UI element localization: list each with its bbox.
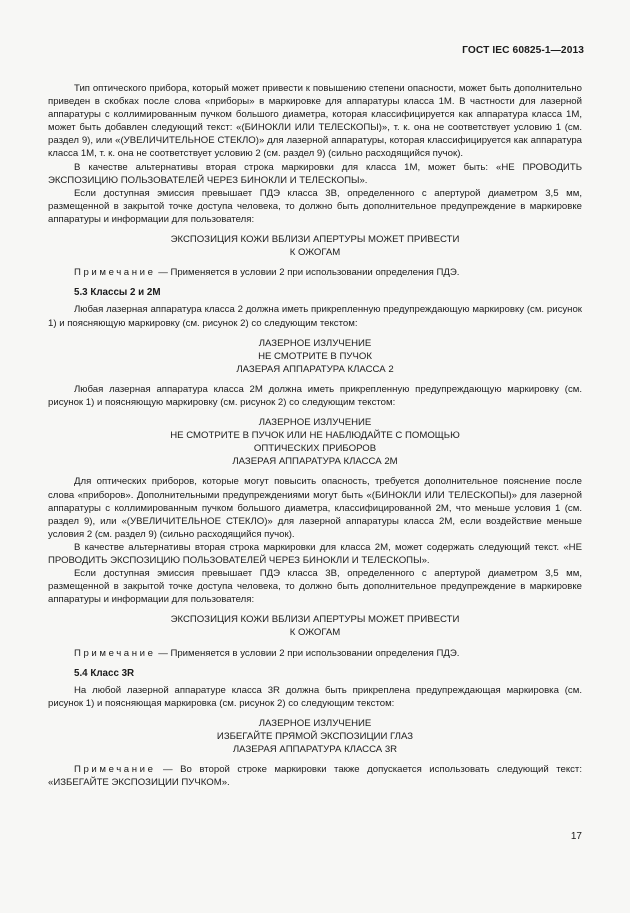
note-label: Примечание bbox=[74, 647, 156, 659]
label-line: ЛАЗЕРНОЕ ИЗЛУЧЕНИЕ bbox=[258, 417, 372, 429]
page-number: 17 bbox=[570, 831, 582, 842]
label-line: ЛАЗЕРАЯ АППАРАТУРА КЛАССА 2M bbox=[232, 456, 398, 468]
paragraph: В качестве альтернативы вторая строка маркировки для класса 1M, может быть: «НЕ ПРОВОДИТЬ ЭКСПОЗИЦИЮ ПОЛЬЗОВАТЕЛЕЙ ЧЕРЕЗ БИНОКЛИ И ТЕЛЕСКОПЫ». bbox=[48, 161, 582, 186]
paragraph: Если доступная эмиссия превышает ПДЭ класса 3B, определенного с апертурой диаметром 3,5 мм, размещенной в закрытой точке доступа человека, то должно быть дополнительное предупреждение в маркировке аппаратуры и информации для пользователя: bbox=[48, 568, 582, 606]
note-text: — Применяется в условии 2 при использовании определения ПДЭ. bbox=[155, 647, 460, 659]
label-line: ЛАЗЕРАЯ АППАРАТУРА КЛАССА 2 bbox=[236, 363, 394, 375]
label-line: ИЗБЕГАЙТЕ ПРЯМОЙ ЭКСПОЗИЦИИ ГЛАЗ bbox=[216, 731, 414, 743]
paragraph: Если доступная эмиссия превышает ПДЭ класса 3B, определенного с апертурой диаметром 3,5 мм, размещенной в закрытой точке доступа человека, то должно быть дополнительное предупреждение в маркировке аппаратуры и информации для пользователя: bbox=[48, 187, 582, 225]
note bbox=[48, 763, 582, 789]
warning-line: ЭКСПОЗИЦИЯ КОЖИ ВБЛИЗИ АПЕРТУРЫ МОЖЕТ ПРИВЕСТИ bbox=[170, 614, 460, 626]
note-label: Примечание bbox=[74, 267, 156, 279]
paragraph: На любой лазерной аппаратуре класса 3R должна быть прикреплена предупреждающая маркировка (см. рисунок 1) и поясняющая маркировка (см. рисунок 2) со следующим текстом: bbox=[48, 684, 582, 709]
note-text: — Во второй строке маркировки также допускается использовать следующий текст: «ИЗБЕГАЙТЕ ЭКСПОЗИЦИИ ПУЧКОМ». bbox=[48, 764, 582, 789]
label-line: ОПТИЧЕСКИХ ПРИБОРОВ bbox=[253, 443, 377, 455]
label-line: ЛАЗЕРАЯ АППАРАТУРА КЛАССА 3R bbox=[232, 744, 398, 756]
section-heading: 5.3 Классы 2 и 2M bbox=[74, 287, 161, 299]
note bbox=[48, 647, 582, 660]
label-line: ЛАЗЕРНОЕ ИЗЛУЧЕНИЕ bbox=[258, 337, 372, 349]
label-line: НЕ СМОТРИТЕ В ПУЧОК bbox=[258, 350, 372, 362]
warning-line: ЭКСПОЗИЦИЯ КОЖИ ВБЛИЗИ АПЕРТУРЫ МОЖЕТ ПРИВЕСТИ bbox=[170, 234, 460, 246]
warning-line: К ОЖОГАМ bbox=[289, 247, 341, 259]
section-heading: 5.4 Класс 3R bbox=[74, 667, 135, 679]
document-code: ГОСТ IEC 60825-1—2013 bbox=[462, 45, 584, 56]
paragraph: Любая лазерная аппаратура класса 2M должна иметь прикрепленную предупреждающую маркировку (см. рисунок 1) и поясняющую маркировку (см. рисунок 2) со следующим текстом: bbox=[48, 383, 582, 408]
paragraph: Тип оптического прибора, который может привести к повышению степени опасности, может быть дополнительно приведен в скобках после слова «приборы» в маркировке для аппаратуры класса 1M. В частности для лазерной аппаратуры с коллимированным пучком большого диаметра, которая классифицируется как аппаратура класса 1M, может быть добавлен следующий текст: «(БИНОКЛИ ИЛИ ТЕЛЕСКОПЫ)», т. к. она не соответствует условию 1 (см. раздел 9), или «(УВЕЛИЧИТЕЛЬНОЕ СТЕКЛО)» для лазерной аппаратуры, которая классифицируется как аппаратура класса 1M, т. к. она не соответствует условию 2 (см. раздел 9) (сильно расходящийся пучок). bbox=[48, 83, 582, 160]
label-line: ЛАЗЕРНОЕ ИЗЛУЧЕНИЕ bbox=[258, 717, 372, 729]
note bbox=[48, 266, 582, 279]
label-line: НЕ СМОТРИТЕ В ПУЧОК ИЛИ НЕ НАБЛЮДАЙТЕ С ПОМОЩЬЮ bbox=[170, 430, 460, 442]
page-body bbox=[48, 82, 582, 789]
warning-line: К ОЖОГАМ bbox=[289, 627, 341, 639]
note-text: — Применяется в условии 2 при использовании определения ПДЭ. bbox=[155, 267, 460, 279]
paragraph: В качестве альтернативы вторая строка маркировки для класса 2M, может содержать следующий текст. «НЕ ПРОВОДИТЬ ЭКСПОЗИЦИЮ ПОЛЬЗОВАТЕЛЕЙ ЧЕРЕЗ БИНОКЛИ И ТЕЛЕСКОПЫ». bbox=[48, 541, 582, 566]
paragraph: Для оптических приборов, которые могут повысить опасность, требуется дополнительное пояснение после слова «приборов». Дополнительными предупреждениями могут быть «(БИНОКЛИ ИЛИ ТЕЛЕСКОПЫ)» для лазерной аппаратуры с коллимированным пучком большого диаметра, классифицированной 2M, что меньше условия 1 (см. раздел 9), или «(УВЕЛИЧИТЕЛЬНОЕ СТЕКЛО)» для лазерной аппаратуры класса 2M, если воздействие меньше условия 2 (см. раздел 9) (сильно расходящийся пучок). bbox=[48, 476, 582, 540]
paragraph: Любая лазерная аппаратура класса 2 должна иметь прикрепленную предупреждающую маркировку (см. рисунок 1) и поясняющую маркировку (см. рисунок 2) со следующим текстом: bbox=[48, 304, 582, 329]
note-label: Примечание bbox=[74, 764, 156, 776]
